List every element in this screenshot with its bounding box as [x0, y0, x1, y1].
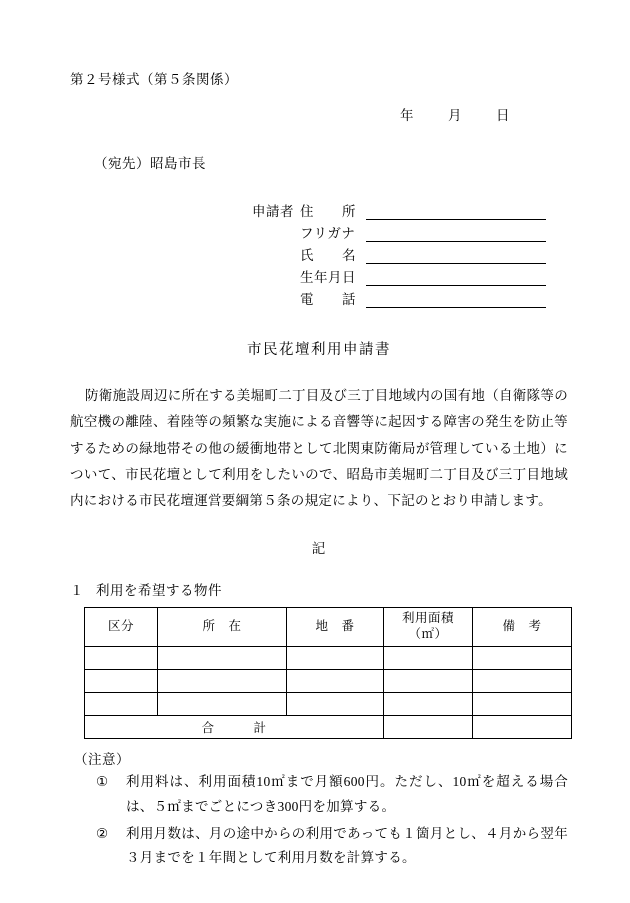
- table-cell-kubun[interactable]: [85, 692, 158, 715]
- applicant-field-furigana: [300, 220, 546, 242]
- section-number-1: １: [70, 582, 84, 598]
- applicant-field-address: [300, 198, 546, 220]
- applicant-field-address-input[interactable]: [366, 201, 546, 220]
- table-cell-kubun[interactable]: [85, 646, 158, 669]
- addressee: （宛先）昭島市長: [94, 156, 206, 171]
- section-title-1: 利用を希望する物件: [96, 582, 222, 598]
- note-item: [70, 770, 568, 820]
- table-cell-shozai[interactable]: [158, 646, 287, 669]
- table-cell-chiban[interactable]: [287, 669, 384, 692]
- table-header-menseki-line1: 利用面積: [401, 610, 454, 625]
- table-header-chiban: 地 番: [287, 607, 384, 646]
- note-text: 利用料は、利用面積10㎡まで月額600円。ただし、10㎡を超える場合は、５㎡までごとにつき300円を加算する。: [126, 773, 568, 814]
- date-month: 月: [448, 108, 462, 123]
- page-title: 市民花壇利用申請書: [247, 342, 391, 358]
- date-day: 日: [496, 108, 510, 123]
- applicant-block: [70, 198, 568, 308]
- table-cell-chiban[interactable]: [287, 646, 384, 669]
- note-item: [70, 822, 568, 872]
- table-cell-biko[interactable]: [473, 646, 572, 669]
- table-cell-menseki[interactable]: [384, 646, 473, 669]
- applicant-fields: [300, 198, 546, 308]
- applicant-field-phone-input[interactable]: [366, 289, 546, 308]
- body-paragraph-text: 防衛施設周辺に所在する美堀町二丁目及び三丁目地域内の国有地（自衛隊等の航空機の離陸、着陸等の頻繁な実施による音響等に起因する障害の発生を防止等するための緑地帯その他の緩衝地帯として北関東防衛局が管理している土地）について、市民花壇として利用をしたいので、昭島市美堀町二丁目及び三丁目地域内における市民花壇運営要綱第５条の規定により、下記のとおり申請します。: [70, 388, 568, 509]
- applicant-field-name-input[interactable]: [366, 245, 546, 264]
- applicant-field-name: [300, 242, 546, 264]
- table-header-row: [85, 607, 572, 646]
- form-number: 第２号様式（第５条関係）: [70, 72, 238, 87]
- applicant-field-furigana-input[interactable]: [366, 223, 546, 242]
- table-cell-menseki[interactable]: [384, 692, 473, 715]
- applicant-field-birthdate-input[interactable]: [366, 267, 546, 286]
- table-cell-chiban[interactable]: [287, 692, 384, 715]
- table-total-menseki[interactable]: [384, 715, 473, 738]
- table-cell-shozai[interactable]: [158, 692, 287, 715]
- property-table: [84, 607, 572, 739]
- applicant-field-birthdate: [300, 264, 546, 286]
- section-heading-1: [70, 579, 568, 599]
- table-cell-biko[interactable]: [473, 669, 572, 692]
- table-total-label: 合 計: [85, 715, 384, 738]
- applicant-label: 申請者: [252, 204, 294, 219]
- table-header-menseki: [384, 607, 473, 646]
- applicant-field-phone-label: 電 話: [300, 292, 356, 307]
- notes-title: （注意）: [74, 751, 130, 767]
- applicant-field-address-label: 住 所: [300, 204, 356, 219]
- note-text: 利用月数は、月の途中からの利用であっても１箇月とし、４月から翌年３月までを１年間として利用月数を計算する。: [126, 825, 568, 866]
- table-total-row: [85, 715, 572, 738]
- table-total-biko[interactable]: [473, 715, 572, 738]
- ki-marker: 記: [311, 540, 327, 556]
- applicant-field-birthdate-label: 生年月日: [300, 270, 356, 285]
- applicant-field-phone: [300, 286, 546, 308]
- table-header-menseki-line2: （㎡）: [408, 626, 448, 641]
- applicant-field-furigana-label: フリガナ: [300, 226, 356, 241]
- table-cell-kubun[interactable]: [85, 669, 158, 692]
- table-row: [85, 692, 572, 715]
- table-header-kubun: 区分: [85, 607, 158, 646]
- table-header-shozai: 所 在: [158, 607, 287, 646]
- table-row: [85, 669, 572, 692]
- table-header-biko: 備 考: [473, 607, 572, 646]
- note-marker: ①: [96, 773, 109, 789]
- date-line: [70, 104, 568, 124]
- table-cell-menseki[interactable]: [384, 669, 473, 692]
- body-paragraph: [70, 383, 568, 515]
- table-cell-shozai[interactable]: [158, 669, 287, 692]
- table-row: [85, 646, 572, 669]
- date-year: 年: [400, 108, 414, 123]
- note-marker: ②: [96, 825, 109, 841]
- table-cell-biko[interactable]: [473, 692, 572, 715]
- applicant-field-name-label: 氏 名: [300, 248, 356, 263]
